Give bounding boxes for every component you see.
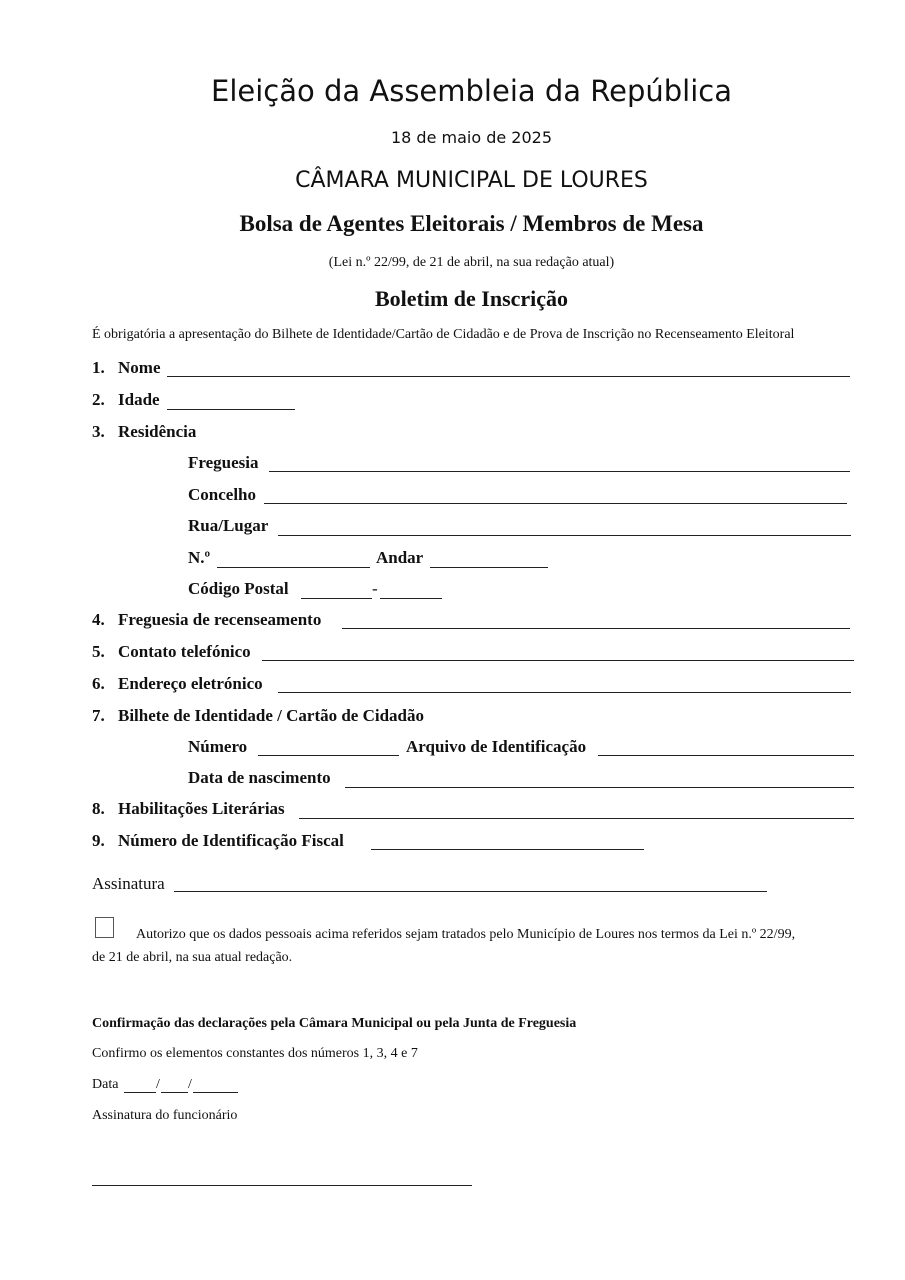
parish-label: Freguesia [188,453,259,472]
county-field[interactable] [264,503,847,504]
field-number-3: 3. [92,422,105,441]
field-number-8: 8. [92,799,105,818]
id-archive-field[interactable] [598,755,854,756]
email-field[interactable] [278,692,851,693]
election-date: 18 de maio de 2025 [390,128,553,147]
postal-code-separator: - [372,579,378,598]
floor-label: Andar [376,548,424,567]
birth-date-label: Data de nascimento [188,768,331,787]
field-number-6: 6. [92,674,105,693]
consent-checkbox[interactable] [95,917,114,938]
postal-code-label: Código Postal [188,579,289,598]
signature-field[interactable] [174,891,767,892]
date-day-field[interactable] [124,1092,156,1093]
id-number-label: Número [188,737,248,756]
field-number-1: 1. [92,358,105,377]
id-card-label: Bilhete de Identidade / Cartão de Cidadão [118,706,425,725]
municipality-name: CÂMARA MUNICIPAL DE LOURES [295,168,648,193]
name-field[interactable] [167,376,850,377]
tax-id-label: Número de Identificação Fiscal [118,831,344,850]
education-field[interactable] [299,818,854,819]
date-separator-2: / [188,1077,192,1092]
date-separator-1: / [156,1077,160,1092]
page-title: Eleição da Assembleia da República [211,74,732,108]
residence-label: Residência [118,422,197,441]
street-label: Rua/Lugar [188,516,269,535]
field-number-5: 5. [92,642,105,661]
field-number-4: 4. [92,610,105,629]
signature-label: Assinatura [92,874,165,893]
confirmation-text: Confirmo os elementos constantes dos números 1, 3, 4 e 7 [92,1046,418,1061]
registration-parish-label: Freguesia de recenseamento [118,610,322,629]
date-month-field[interactable] [161,1092,188,1093]
parish-field[interactable] [269,471,850,472]
mandatory-notice: É obrigatória a apresentação do Bilhete de Identidade/Cartão de Cidadão e de Prova de Inscrição no Recenseamento Eleitoral [92,327,795,342]
registration-parish-field[interactable] [342,628,850,629]
date-label: Data [92,1077,119,1092]
door-number-field[interactable] [217,567,370,568]
email-label: Endereço eletrónico [118,674,263,693]
consent-text-line1: Autorizo que os dados pessoais acima referidos sejam tratados pelo Município de Loures nos termos da Lei n.º 22/99, [136,927,796,942]
education-label: Habilitações Literárias [118,799,285,818]
name-label: Nome [118,358,161,377]
confirmation-heading: Confirmação das declarações pela Câmara Municipal ou pela Junta de Freguesia [92,1016,577,1031]
official-signature-field[interactable] [92,1185,472,1186]
field-number-7: 7. [92,706,105,725]
date-year-field[interactable] [193,1092,238,1093]
phone-label: Contato telefónico [118,642,251,661]
form-title: Boletim de Inscrição [374,286,569,311]
door-number-label: N.º [188,548,211,567]
street-field[interactable] [278,535,851,536]
postal-code-prefix-field[interactable] [301,598,372,599]
phone-field[interactable] [262,660,854,661]
id-number-field[interactable] [258,755,399,756]
field-number-2: 2. [92,390,105,409]
age-field[interactable] [167,409,295,410]
form-subtitle: Bolsa de Agentes Eleitorais / Membros de Mesa [239,211,704,236]
consent-text-line2: de 21 de abril, na sua atual redação. [92,950,293,965]
tax-id-field[interactable] [371,849,644,850]
age-label: Idade [118,390,160,409]
birth-date-field[interactable] [345,787,854,788]
county-label: Concelho [188,485,256,504]
law-reference: (Lei n.º 22/99, de 21 de abril, na sua redação atual) [328,255,615,270]
postal-code-suffix-field[interactable] [380,598,442,599]
field-number-9: 9. [92,831,105,850]
id-archive-label: Arquivo de Identificação [406,737,587,756]
floor-field[interactable] [430,567,548,568]
official-signature-label: Assinatura do funcionário [92,1108,238,1123]
